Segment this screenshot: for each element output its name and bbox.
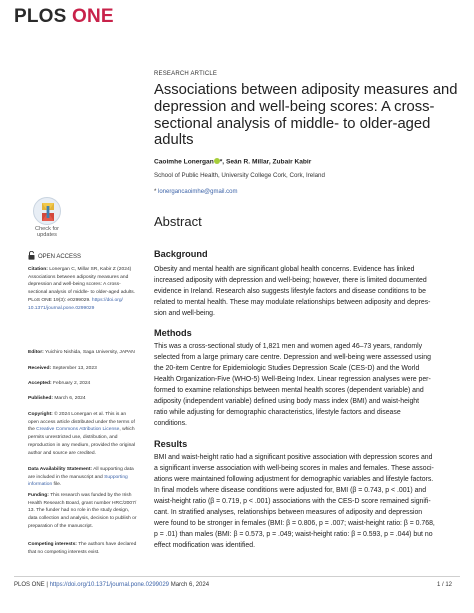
footer-doi-link[interactable]: https://doi.org/10.1371/journal.pone.0299029 bbox=[49, 582, 170, 588]
editor-line bbox=[28, 349, 146, 357]
text-line: selected from a large primary care centre. Depression and well-being were assessed using bbox=[154, 354, 431, 361]
author-list bbox=[154, 158, 460, 166]
text-line: formed to examine relationships between mental health scores (dependent variable) and bbox=[154, 387, 424, 394]
crossmark-icon bbox=[33, 197, 61, 225]
text-line: adiposity (independent variable) defined using body mass index (BMI) and waist-height bbox=[154, 398, 420, 405]
affiliation: School of Public Health, University College Cork, Cork, Ireland bbox=[154, 172, 325, 179]
text-line: Health Organization-Five (WHO-5) Well-Being Index. Linear regression analyses were per- bbox=[154, 376, 431, 383]
funding-label: Funding: bbox=[28, 493, 49, 498]
citation-line: Associations between adiposity measures and bbox=[28, 274, 129, 280]
open-access-label: OPEN ACCESS bbox=[38, 253, 82, 260]
crossmark-glyph bbox=[34, 198, 62, 226]
competing-interests-block bbox=[28, 541, 146, 556]
crossmark-line1: Check for bbox=[35, 226, 59, 232]
citation-doi-link-cont[interactable]: 10.1371/journal.pone.0299029 bbox=[28, 305, 95, 311]
editor-label: Editor: bbox=[28, 350, 44, 355]
methods-text bbox=[154, 341, 460, 429]
text-line: were found to be stronger in females (BMI: β = 0.806, p = .007; waist-height ratio: β = 0.768, bbox=[154, 520, 435, 527]
copyright-text: open access article distributed under the terms of bbox=[28, 419, 135, 425]
copyright-block bbox=[28, 411, 146, 457]
text-line: conditions. bbox=[154, 420, 187, 427]
citation-line: sectional analysis of middle- to older-aged adults. bbox=[28, 290, 136, 296]
text-line: ratio while adjusting for demographic characteristics, lifestyle factors and disease bbox=[154, 409, 401, 416]
footer-journal: PLOS ONE bbox=[14, 582, 45, 588]
accepted-label: Accepted: bbox=[28, 381, 52, 386]
text-line: effect modification was identified. bbox=[154, 542, 255, 549]
title-line: sectional analysis of middle- to older-aged bbox=[154, 115, 431, 132]
competing-text: that no competing interests exist. bbox=[28, 549, 100, 555]
email-marker: * bbox=[154, 189, 159, 195]
text-line: cant. In stratified analyses, relationships between measures of adiposity and depression bbox=[154, 509, 423, 516]
copyright-text: , which bbox=[119, 427, 135, 433]
text-line: p = .01) than males (BMI: β = 0.573, p = .049; waist-height ratio: β = 0.593, p = .044) but no bbox=[154, 531, 433, 538]
funding-block bbox=[28, 492, 146, 531]
methods-heading: Methods bbox=[154, 328, 192, 338]
received-line bbox=[28, 365, 146, 373]
funding-text: Health Research Board, grant number HRC/2007/ bbox=[28, 500, 137, 506]
received-value: September 13, 2023 bbox=[51, 366, 97, 371]
journal-logo bbox=[14, 6, 114, 28]
background-text bbox=[154, 264, 460, 319]
text-line: a significant inverse association with well-being scores in males and females. These associ- bbox=[154, 465, 434, 472]
check-for-updates-badge[interactable] bbox=[26, 197, 68, 241]
competing-label: Competing interests: bbox=[28, 542, 77, 547]
copyright-text: author and source are credited. bbox=[28, 450, 96, 456]
crossmark-line2: updates bbox=[37, 232, 57, 239]
citation-label: Citation: bbox=[28, 267, 48, 272]
competing-text: The authors have declared bbox=[76, 542, 137, 547]
journal-name-accent: ONE bbox=[72, 6, 114, 27]
published-label: Published: bbox=[28, 396, 53, 401]
funding-text: preparation of the manuscript. bbox=[28, 523, 93, 529]
das-text: are included in the manuscript and bbox=[28, 474, 105, 480]
text-line: evidence in Ireland. Research also suggests lifestyle factors and disease conditions to be bbox=[154, 288, 426, 295]
text-line: waist-height ratio (β = 0.719, p < .001) associations with the CES-D score remained signifi- bbox=[154, 498, 431, 505]
corresponding-email bbox=[154, 189, 460, 195]
citation-line: PLoS ONE 19(3): e0299029. bbox=[28, 297, 92, 303]
journal-name: PLOS bbox=[14, 6, 67, 27]
background-heading: Background bbox=[154, 249, 208, 259]
citation-line: depression and well-being scores: A cross- bbox=[28, 282, 121, 288]
author-marks: *, bbox=[219, 158, 226, 166]
author-others[interactable]: Seán R. Millar, Zubair Kabir bbox=[225, 158, 312, 166]
text-line: sion and well-being. bbox=[154, 310, 215, 317]
article-type: RESEARCH ARTICLE bbox=[154, 71, 218, 77]
footer-divider bbox=[14, 576, 460, 577]
citation-line: Lonergan C, Millar SR, Kabir Z (2024) bbox=[47, 267, 132, 272]
accepted-line bbox=[28, 380, 146, 388]
das-text: All supporting data bbox=[92, 467, 134, 472]
text-line: the 20-item Centre for Epidemiologic Studies Depression Scale (CES-D) and the World bbox=[154, 365, 420, 372]
copyright-text: the bbox=[28, 427, 37, 433]
footer-separator: | bbox=[44, 582, 50, 588]
supporting-info-link-cont[interactable]: information bbox=[28, 482, 53, 488]
license-link[interactable]: Creative Commons Attribution License bbox=[36, 427, 120, 433]
das-text: file. bbox=[52, 482, 62, 488]
published-line bbox=[28, 395, 146, 403]
funding-text: This research was funded by the Irish bbox=[48, 493, 132, 498]
copyright-text: permits unrestricted use, distribution, and bbox=[28, 435, 118, 441]
received-label: Received: bbox=[28, 366, 52, 371]
email-link[interactable]: lonergancaoimhe@gmail.com bbox=[158, 189, 238, 195]
funding-text: 13. The funder had no role in the study design, bbox=[28, 508, 130, 514]
footer-citation bbox=[14, 582, 209, 588]
data-availability-block bbox=[28, 466, 146, 489]
open-lock-glyph bbox=[28, 251, 35, 260]
supporting-info-link[interactable]: Supporting bbox=[104, 474, 128, 480]
text-line: In final models where disease conditions were adjusted for, BMI (β = 0.743, p < .001) and bbox=[154, 487, 427, 494]
results-heading: Results bbox=[154, 439, 188, 449]
copyright-label: Copyright: bbox=[28, 412, 53, 417]
funding-text: data collection and analysis, decision to publish or bbox=[28, 516, 137, 522]
accepted-value: February 2, 2024 bbox=[51, 381, 91, 386]
crossmark-label bbox=[26, 226, 68, 239]
text-line: ations were maintained following adjustment for demographic variables and lifestyle factors. bbox=[154, 476, 434, 483]
text-line: Obesity and mental health are significant global health concerns. Evidence has linked bbox=[154, 266, 415, 273]
title-line: Associations between adiposity measures and bbox=[154, 82, 458, 98]
text-line: BMI and waist-height ratio had a significant positive association with depression scores and bbox=[154, 454, 433, 461]
footer-date: March 6, 2024 bbox=[169, 582, 210, 588]
page-number: 1 / 12 bbox=[436, 582, 452, 588]
author-first[interactable]: Caoimhe Lonergan bbox=[154, 158, 214, 166]
text-line: related to mental health. These may modulate relationships between adiposity and depres- bbox=[154, 299, 431, 306]
editor-value: Yuichiro Nishida, Saga University, JAPAN bbox=[43, 350, 135, 355]
copyright-text: © 2024 Lonergan et al. This is an bbox=[52, 412, 127, 417]
text-line: This was a cross-sectional study of 1,821 men and women aged 46–73 years, randomly bbox=[154, 343, 423, 350]
results-text bbox=[154, 452, 460, 551]
text-line: increased adiposity with depression and well-being; however, there is limited documented bbox=[154, 277, 427, 284]
open-access-badge bbox=[28, 251, 146, 264]
title-line: adults bbox=[154, 132, 194, 149]
published-value: March 6, 2024 bbox=[53, 396, 86, 401]
article-title bbox=[154, 82, 460, 149]
citation-block bbox=[28, 266, 146, 312]
open-lock-icon bbox=[28, 251, 35, 264]
abstract-heading: Abstract bbox=[154, 214, 202, 229]
das-label: Data Availability Statement: bbox=[28, 467, 93, 472]
copyright-text: reproduction in any medium, provided the original bbox=[28, 442, 136, 448]
citation-doi-link[interactable]: https://doi.org/ bbox=[91, 297, 123, 303]
title-line: depression and well-being scores: A cross- bbox=[154, 98, 435, 115]
